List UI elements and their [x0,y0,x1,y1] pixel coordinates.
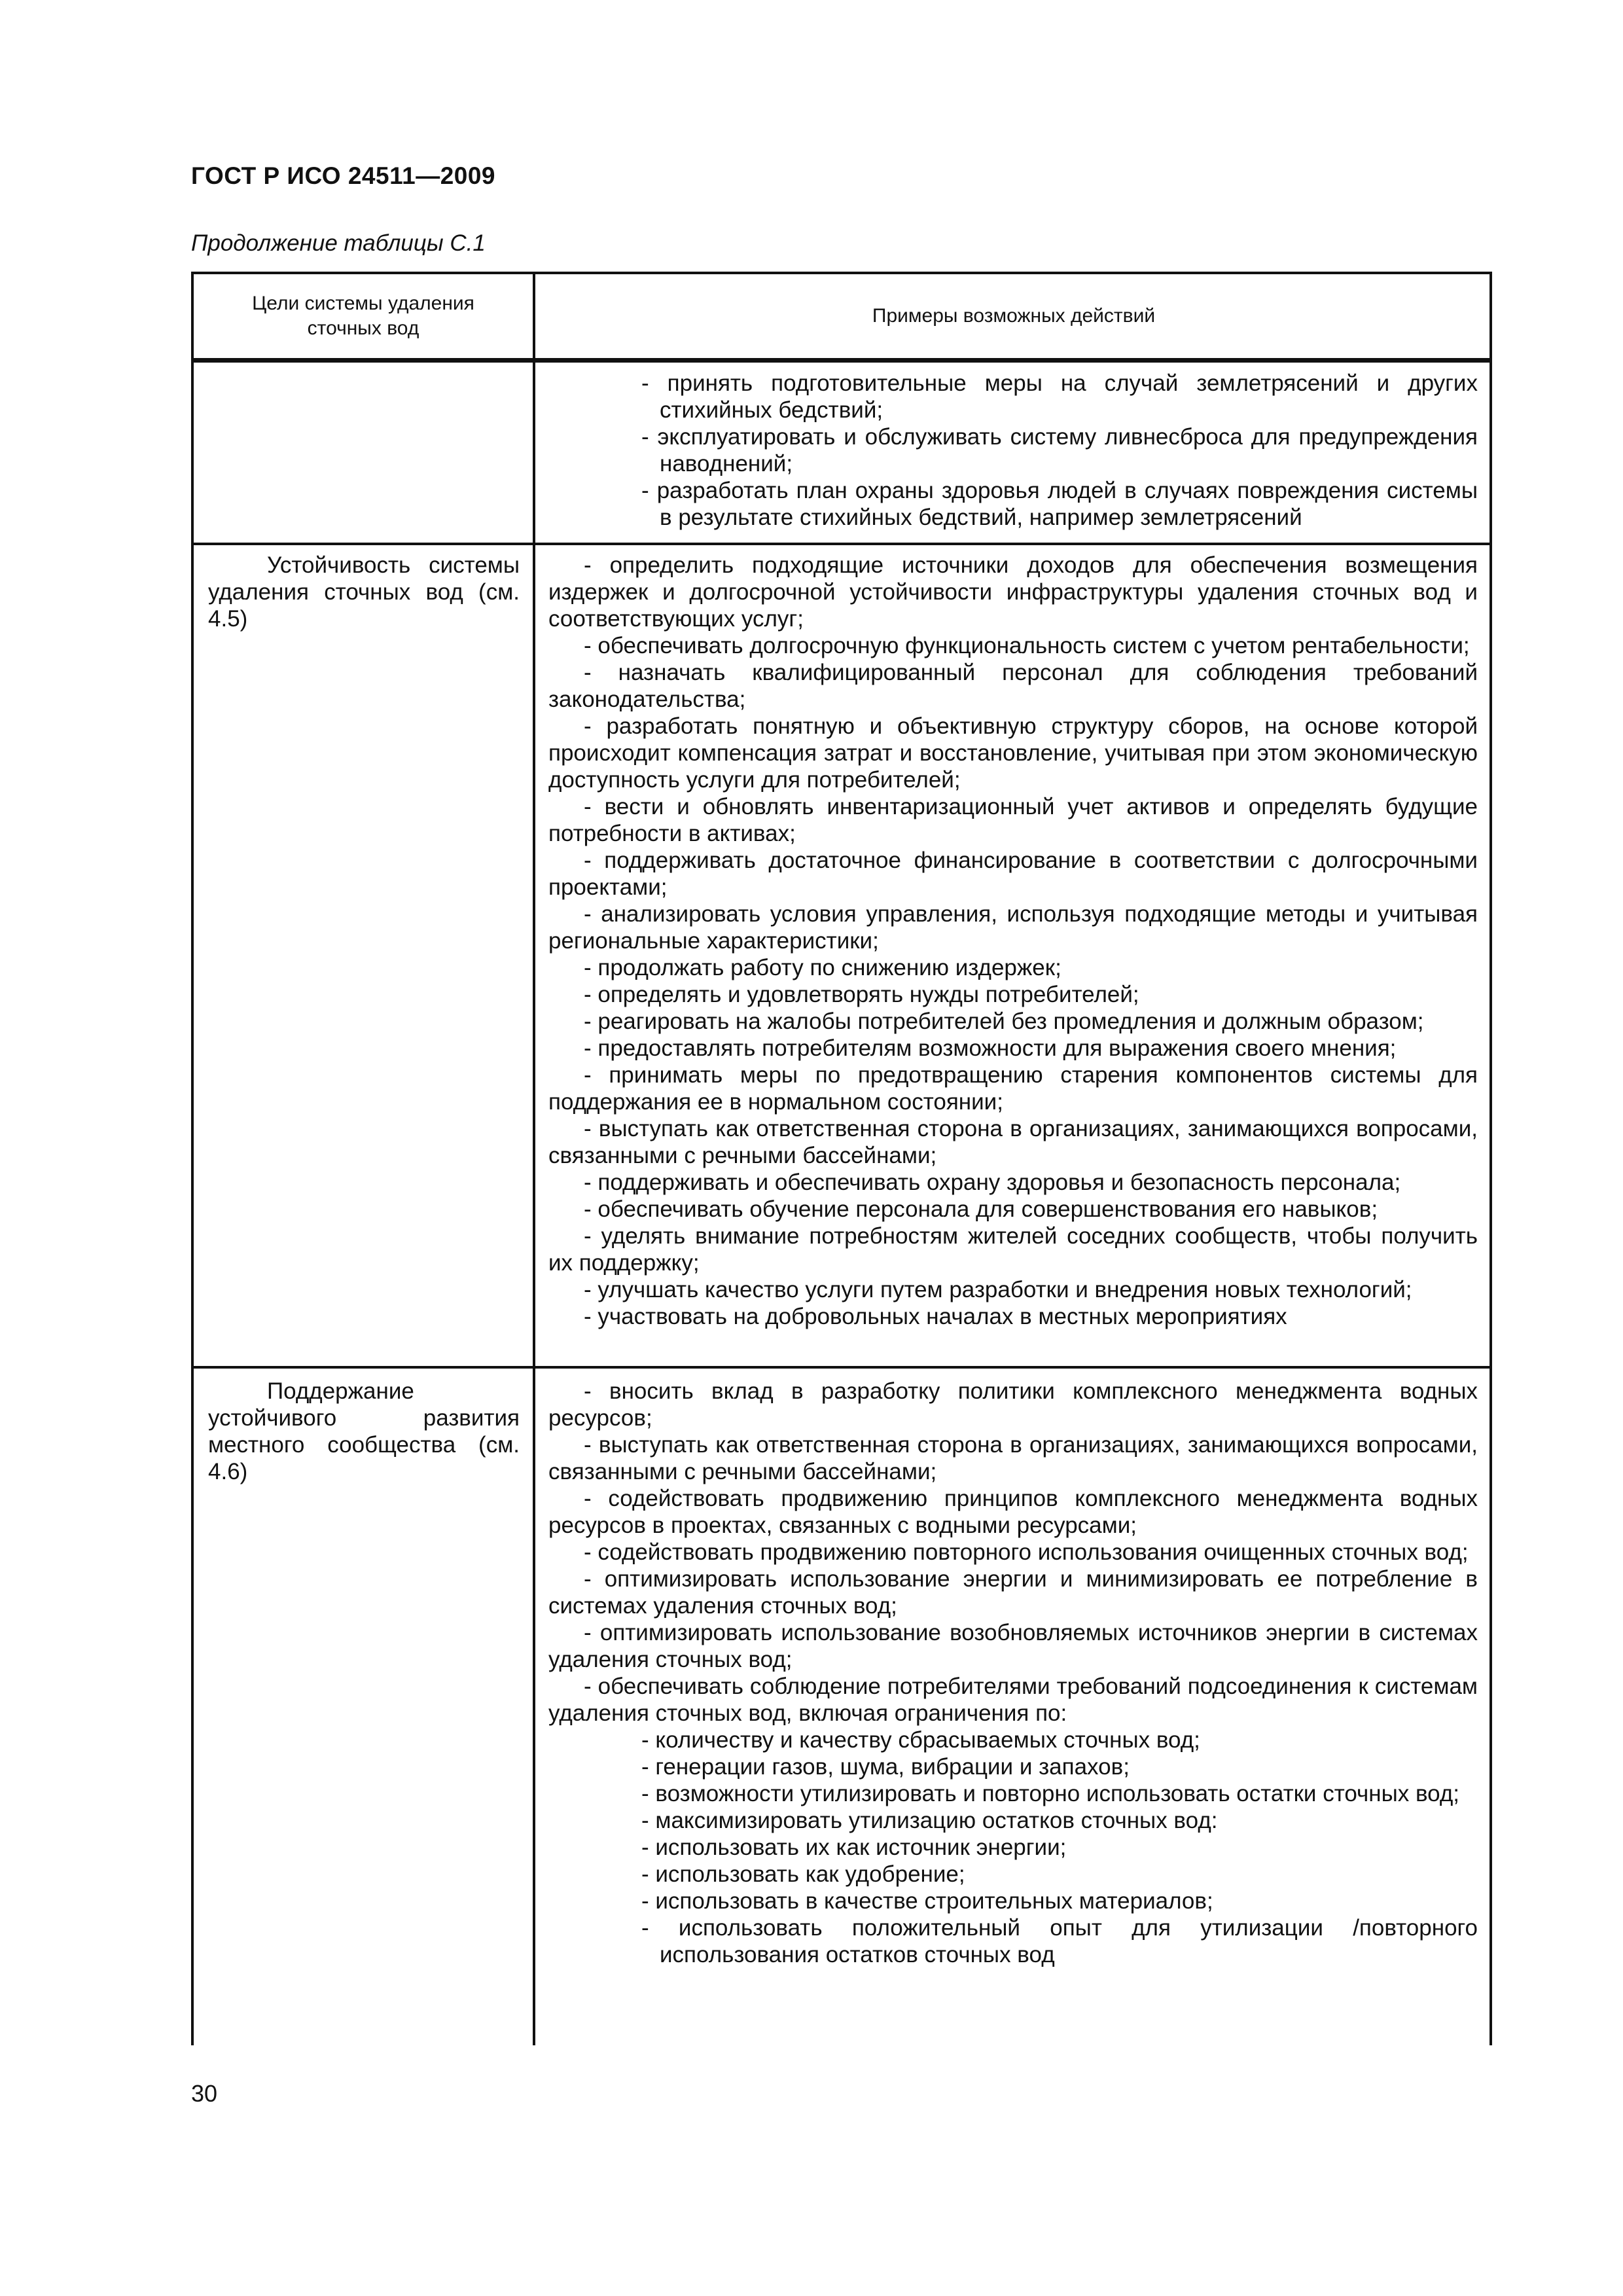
sub-action-item: - использовать их как источник энергии; [641,1835,1067,1860]
action-item: - обеспечивать соблюдение потребителями требований подсоединения к системам удаления сточных вод, включая ограничения по: [548,1674,1478,1726]
column-header-actions: Примеры возможных действий [872,305,1156,327]
column-divider [533,274,535,2045]
sub-action-item: - использовать как удобрение; [641,1861,965,1887]
action-item: - разработать план охраны здоровья людей в случаях повреждения системы в результате стихийных бедствий, например землетрясений [641,478,1478,530]
action-item: - поддерживать и обеспечивать охрану здоровья и безопасность персонала; [584,1170,1401,1195]
action-item: - назначать квалифицированный персонал для соблюдения требований законодательства; [548,660,1478,712]
action-item: - поддерживать достаточное финансирование в соответствии с долгосрочными проектами; [548,848,1478,900]
action-item: - обеспечивать обучение персонала для совершенствования его навыков; [584,1196,1378,1222]
table-caption: Продолжение таблицы С.1 [191,230,486,256]
action-item: - содействовать продвижению повторного использования очищенных сточных вод; [584,1539,1469,1565]
action-item: - разработать понятную и объективную структуру сборов, на основе которой происходит компенсация затрат и восстановление, учитывая при этом экономическую доступность услуги для потребителей; [548,713,1478,793]
row-2-actions [548,552,1478,1330]
row-divider [194,1366,1489,1369]
row-3-actions [548,1378,1478,1968]
action-item: - предоставлять потребителям возможности для выражения своего мнения; [584,1035,1397,1061]
action-item: - уделять внимание потребностям жителей соседних сообществ, чтобы получить их поддержку; [548,1223,1478,1276]
action-item: - эксплуатировать и обслуживать систему ливнесброса для предупреждения наводнений; [641,424,1478,476]
action-item: - оптимизировать использование возобновляемых источников энергии в системах удаления сточных вод; [548,1620,1478,1672]
action-item: - вносить вклад в разработку политики комплексного менеджмента водных ресурсов; [548,1378,1478,1431]
sub-action-item: - возможности утилизировать и повторно использовать остатки сточных вод; [641,1781,1460,1806]
action-item: - улучшать качество услуги путем разработки и внедрения новых технологий; [584,1277,1412,1302]
sub-action-item: - использовать положительный опыт для утилизации /повторного использования остатков сточных вод [641,1915,1478,1967]
row-2-goal: Устойчивость системы удаления сточных вод (см. 4.5) [208,552,520,632]
action-item: - принимать меры по предотвращению старения компонентов системы для поддержания ее в нормальном состоянии; [548,1062,1478,1115]
action-item: - определять и удовлетворять нужды потребителей; [584,982,1139,1007]
sub-action-item: - генерации газов, шума, вибрации и запахов; [641,1754,1130,1780]
action-item: - продолжать работу по снижению издержек; [584,955,1061,980]
action-item: - участвовать на добровольных началах в местных мероприятиях [584,1304,1287,1329]
action-item: - выступать как ответственная сторона в организациях, занимающихся вопросами, связанными с речными бассейнами; [548,1432,1478,1484]
header-divider [194,358,1489,363]
page-number: 30 [191,2080,218,2107]
sub-action-item: - количеству и качеству сбрасываемых сточных вод; [641,1727,1200,1753]
action-item: - выступать как ответственная сторона в организациях, занимающихся вопросами, связанными с речными бассейнами; [548,1116,1478,1168]
sub-action-item: - использовать в качестве строительных материалов; [641,1888,1213,1914]
row-divider [194,543,1489,545]
column-header-goals: Цели системы удаления сточных вод [252,293,474,339]
action-item: - определить подходящие источники доходов для обеспечения возмещения издержек и долгосрочной устойчивости инфраструктуры удаления сточных вод и соответствующих услуг; [548,552,1478,632]
document-title: ГОСТ Р ИСО 24511—2009 [191,162,496,189]
action-item: - принять подготовительные меры на случай землетрясений и других стихийных бедствий; [641,370,1478,423]
actions-table [191,272,1492,2045]
action-item: - вести и обновлять инвентаризационный учет активов и определять будущие потребности в активах; [548,794,1478,846]
action-item: - оптимизировать использование энергии и минимизировать ее потребление в системах удаления сточных вод; [548,1566,1478,1619]
action-item: - содействовать продвижению принципов комплексного менеджмента водных ресурсов в проектах, связанных с водными ресурсами; [548,1486,1478,1538]
sub-action-item: - максимизировать утилизацию остатков сточных вод: [641,1808,1218,1833]
action-item: - анализировать условия управления, используя подходящие методы и учитывая региональные характеристики; [548,901,1478,954]
row-3-goal: Поддержание устойчивого развития местного сообщества (см. 4.6) [208,1378,520,1484]
row-1-actions [548,370,1478,531]
action-item: - реагировать на жалобы потребителей без промедления и должным образом; [584,1009,1424,1034]
action-item: - обеспечивать долгосрочную функциональность систем с учетом рентабельности; [584,633,1470,658]
